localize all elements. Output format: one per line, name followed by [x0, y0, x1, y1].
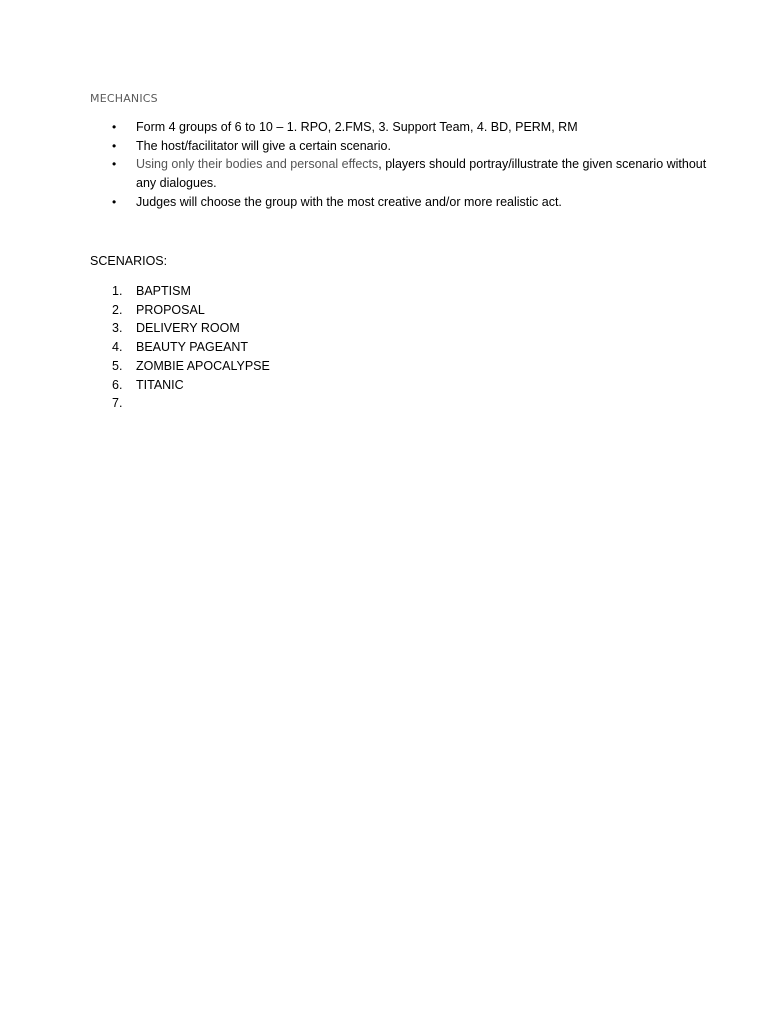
bullet-icon: • [112, 194, 117, 209]
scenario-text: DELIVERY ROOM [136, 321, 240, 336]
list-item [112, 338, 270, 357]
list-item [112, 357, 270, 376]
list-number: 2. [112, 302, 123, 317]
bullet-icon: • [112, 138, 117, 153]
scenario-text: BEAUTY PAGEANT [136, 340, 249, 355]
list-item [112, 193, 712, 212]
mechanics-item-text: , players should portray/illustrate the given scenario without any dialogues. [136, 157, 707, 191]
mechanics-item-text: The host/facilitator will give a certain scenario. [136, 138, 391, 153]
list-item [112, 137, 712, 156]
list-item [112, 118, 712, 137]
bullet-icon: • [112, 120, 117, 134]
list-number: 5. [112, 358, 123, 373]
list-number: 7. [112, 396, 123, 411]
mechanics-heading: MECHANICS [90, 92, 158, 105]
list-number: 1. [112, 284, 123, 298]
scenario-text: PROPOSAL [136, 302, 205, 317]
mechanics-item-muted-text: Using only their bodies and personal effects [136, 157, 379, 172]
mechanics-item-text: Form 4 groups of 6 to 10 – 1. RPO, 2.FMS, 3. Support Team, 4. BD, PERM, RM [136, 120, 578, 134]
scenario-text: BAPTISM [136, 284, 191, 298]
list-item [112, 155, 712, 192]
scenarios-heading: SCENARIOS: [90, 254, 168, 268]
list-item [112, 319, 270, 338]
bullet-icon: • [112, 157, 117, 172]
scenarios-list [112, 282, 270, 413]
list-item [112, 301, 270, 320]
list-number: 4. [112, 340, 123, 355]
list-item [112, 376, 270, 395]
mechanics-list [112, 118, 712, 212]
mechanics-item-text: Judges will choose the group with the most creative and/or more realistic act. [136, 194, 562, 209]
list-item [112, 394, 270, 413]
scenario-text: TITANIC [136, 377, 184, 392]
scenario-text: ZOMBIE APOCALYPSE [136, 358, 270, 373]
list-number: 6. [112, 377, 123, 392]
list-number: 3. [112, 321, 123, 336]
list-item [112, 282, 270, 301]
